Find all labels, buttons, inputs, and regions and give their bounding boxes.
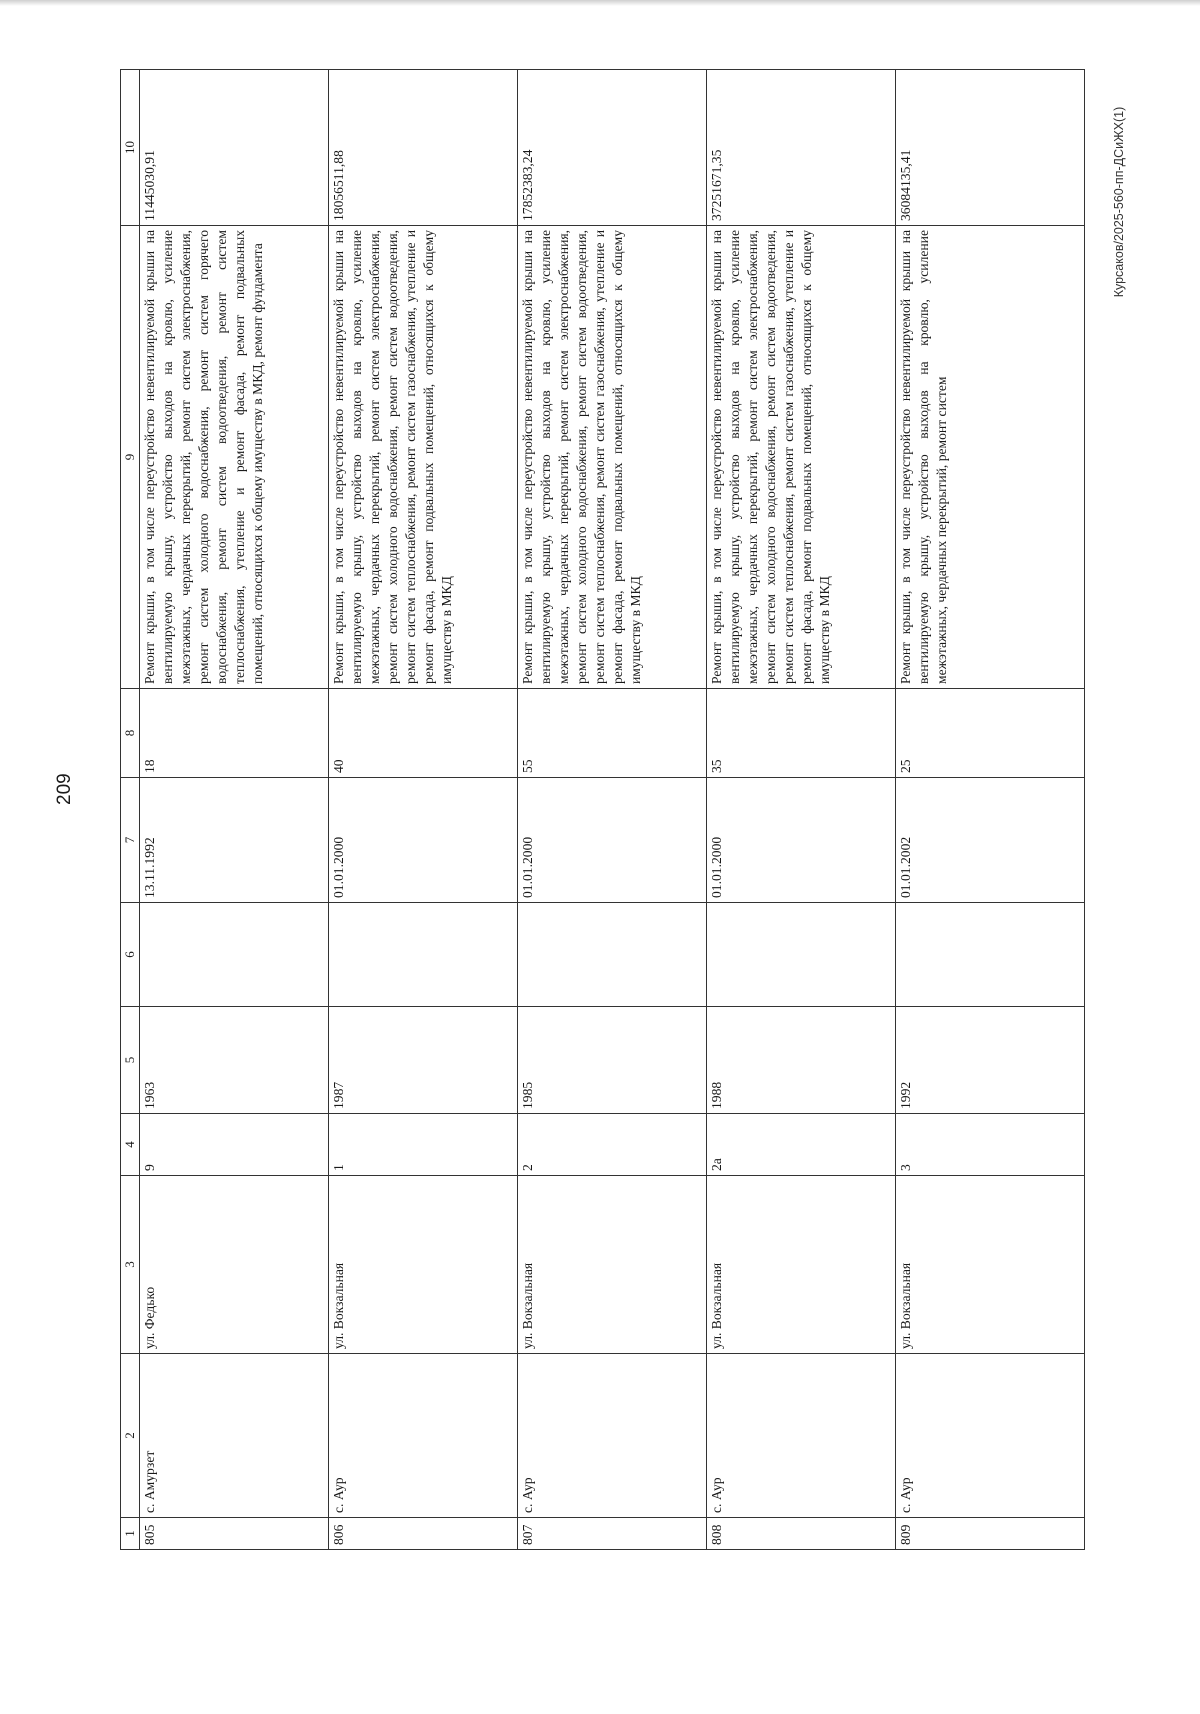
works-cell — [329, 226, 518, 689]
capital-repair-table — [120, 69, 1085, 1550]
year-cell: 1963 — [140, 1007, 329, 1114]
scan-edge — [0, 0, 1200, 6]
table-row — [518, 70, 707, 1550]
table-row — [896, 70, 1085, 1550]
table-row — [329, 70, 518, 1550]
col6-cell — [896, 903, 1085, 1007]
settlement-cell: с. Аур — [896, 1354, 1085, 1518]
date-cell: 01.01.2002 — [896, 778, 1085, 903]
street-cell: ул. Федько — [140, 1176, 329, 1354]
house-cell: 2 — [518, 1114, 707, 1176]
col6-cell — [140, 903, 329, 1007]
col8-cell: 35 — [707, 689, 896, 778]
col8-cell: 55 — [518, 689, 707, 778]
year-cell: 1985 — [518, 1007, 707, 1114]
col-header: 8 — [121, 689, 140, 778]
date-cell: 01.01.2000 — [518, 778, 707, 903]
rotated-table-wrapper — [120, 70, 1065, 1550]
works-text: Ремонт крыши, в том числе переустройство невентилируемой крыши на вентилируемую крышу, устройство выходов на кровлю, усиление межэтажных, чердачных перекрытий, ремонт систем электроснабжения, ремонт систем холодного водоснабжения, ремонт систем горячего водоснабжения, ремонт систем водоотведения, ремонт систем теплоснабжения, утепление и ремонт фасада, ремонт подвальных помещений, относящихся к общему имуществу в МКД, ремонт фундамента — [142, 230, 265, 684]
row-number: 809 — [896, 1518, 1085, 1550]
col6-cell — [707, 903, 896, 1007]
street-cell: ул. Вокзальная — [518, 1176, 707, 1354]
year-cell: 1987 — [329, 1007, 518, 1114]
col6-cell — [518, 903, 707, 1007]
settlement-cell: с. Аур — [518, 1354, 707, 1518]
col-header: 6 — [121, 903, 140, 1007]
col-header: 4 — [121, 1114, 140, 1176]
year-cell: 1992 — [896, 1007, 1085, 1114]
house-cell: 3 — [896, 1114, 1085, 1176]
col6-cell — [329, 903, 518, 1007]
settlement-cell: с. Амурзет — [140, 1354, 329, 1518]
col-header: 3 — [121, 1176, 140, 1354]
date-cell: 13.11.1992 — [140, 778, 329, 903]
settlement-cell: с. Аур — [329, 1354, 518, 1518]
house-cell: 1 — [329, 1114, 518, 1176]
year-cell: 1988 — [707, 1007, 896, 1114]
table-row — [707, 70, 896, 1550]
row-number: 808 — [707, 1518, 896, 1550]
works-cell — [518, 226, 707, 689]
col-header: 1 — [121, 1518, 140, 1550]
works-text: Ремонт крыши, в том числе переустройство невентилируемой крыши на вентилируемую крышу, устройство выходов на кровлю, усиление межэтажных, чердачных перекрытий, ремонт систем электроснабжения, ремонт систем холодного водоснабжения, ремонт систем водоотведения, ремонт систем теплоснабжения, ремонт систем газоснабжения, утепление и ремонт фасада, ремонт подвальных помещений, относящихся к общему имуществу в МКД — [520, 230, 643, 684]
works-text: Ремонт крыши, в том числе переустройство невентилируемой крыши на вентилируемую крышу, устройство выходов на кровлю, усиление межэтажных, чердачных перекрытий, ремонт систем электроснабжения, ремонт систем холодного водоснабжения, ремонт систем водоотведения, ремонт систем теплоснабжения, ремонт систем газоснабжения, утепление и ремонт фасада, ремонт подвальных помещений, относящихся к общему имуществу в МКД — [709, 230, 832, 684]
cost-cell: 18056511,88 — [329, 70, 518, 226]
street-cell: ул. Вокзальная — [329, 1176, 518, 1354]
street-cell: ул. Вокзальная — [707, 1176, 896, 1354]
row-number: 806 — [329, 1518, 518, 1550]
house-cell: 9 — [140, 1114, 329, 1176]
col-header: 10 — [121, 70, 140, 226]
col8-cell: 18 — [140, 689, 329, 778]
date-cell: 01.01.2000 — [707, 778, 896, 903]
col-header: 5 — [121, 1007, 140, 1114]
house-cell: 2а — [707, 1114, 896, 1176]
works-text: Ремонт крыши, в том числе переустройство невентилируемой крыши на вентилируемую крышу, устройство выходов на кровлю, усиление межэтажных, чердачных перекрытий, ремонт систем — [898, 230, 949, 684]
col-header: 9 — [121, 226, 140, 689]
col-header: 2 — [121, 1354, 140, 1518]
works-cell — [707, 226, 896, 689]
header-row — [121, 70, 140, 1550]
works-cell — [140, 226, 329, 689]
cost-cell: 17852383,24 — [518, 70, 707, 226]
col-header: 7 — [121, 778, 140, 903]
cost-cell: 11445030,91 — [140, 70, 329, 226]
street-cell: ул. Вокзальная — [896, 1176, 1085, 1354]
works-text: Ремонт крыши, в том числе переустройство невентилируемой крыши на вентилируемую крышу, устройство выходов на кровлю, усиление межэтажных, чердачных перекрытий, ремонт систем электроснабжения, ремонт систем холодного водоснабжения, ремонт систем водоотведения, ремонт систем теплоснабжения, ремонт систем газоснабжения, утепление и ремонт фасада, ремонт подвальных помещений, относящихся к общему имуществу в МКД — [331, 230, 454, 684]
document-code: Курсаков/2025-560-пп-ДСиЖХ(1) — [1112, 106, 1126, 298]
row-number: 807 — [518, 1518, 707, 1550]
table-row — [140, 70, 329, 1550]
settlement-cell: с. Аур — [707, 1354, 896, 1518]
col8-cell: 40 — [329, 689, 518, 778]
col8-cell: 25 — [896, 689, 1085, 778]
page-number: 209 — [54, 773, 75, 805]
cost-cell: 36084135,41 — [896, 70, 1085, 226]
cost-cell: 37251671,35 — [707, 70, 896, 226]
row-number: 805 — [140, 1518, 329, 1550]
works-cell — [896, 226, 1085, 689]
date-cell: 01.01.2000 — [329, 778, 518, 903]
